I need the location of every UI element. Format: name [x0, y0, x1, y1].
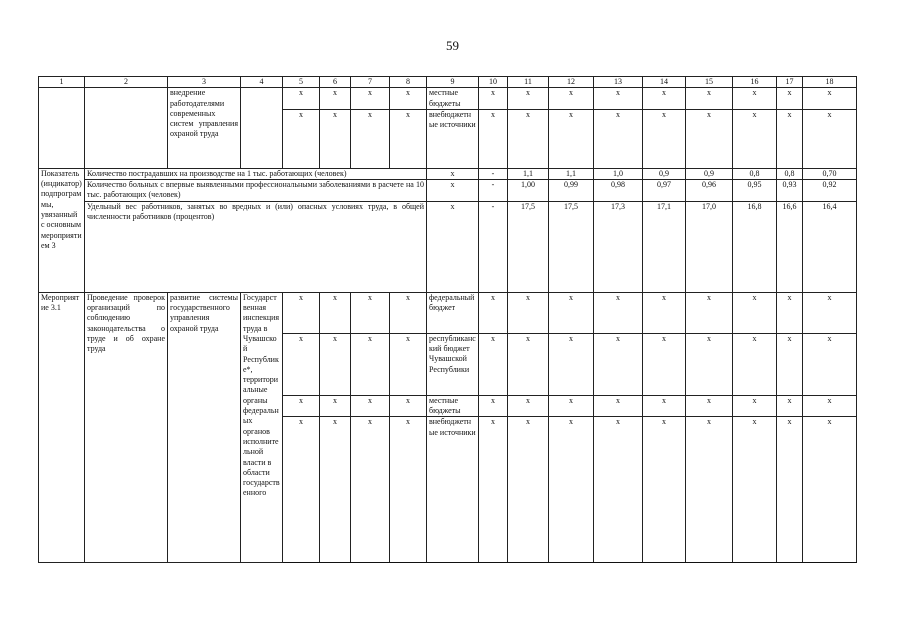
value-cell: х: [508, 395, 549, 417]
indicator-value: 16,8: [733, 201, 777, 292]
value-cell: х: [686, 109, 733, 168]
indicator-value: 1,00: [508, 180, 549, 202]
value-cell: х: [733, 109, 777, 168]
value-cell: х: [351, 417, 390, 563]
program-table: [38, 76, 857, 563]
indicator-value: 0,8: [777, 168, 803, 179]
value-cell: х: [351, 88, 390, 110]
value-cell: х: [594, 88, 643, 110]
indicator-value: 0,95: [733, 180, 777, 202]
value-cell: х: [508, 109, 549, 168]
column-number: 4: [241, 77, 283, 88]
value-cell: х: [508, 417, 549, 563]
column-number: 6: [320, 77, 351, 88]
value-cell: х: [733, 395, 777, 417]
value-cell: х: [479, 417, 508, 563]
value-cell: х: [777, 292, 803, 333]
value-cell: х: [803, 417, 857, 563]
indicator-value: 1,1: [549, 168, 594, 179]
empty-cell: [85, 88, 168, 169]
indicator-value: 0,98: [594, 180, 643, 202]
indicator-value: 0,92: [803, 180, 857, 202]
value-cell: х: [686, 333, 733, 395]
indicator-value: 0,97: [643, 180, 686, 202]
funding-source: республиканский бюджет Чувашской Республики: [427, 333, 479, 395]
indicator-value: 17,0: [686, 201, 733, 292]
value-cell: х: [803, 333, 857, 395]
value-cell: х: [643, 333, 686, 395]
value-cell: х: [390, 109, 427, 168]
funding-source: местные бюджеты: [427, 395, 479, 417]
value-cell: х: [777, 88, 803, 110]
funding-source: федеральный бюджет: [427, 292, 479, 333]
value-cell: х: [508, 292, 549, 333]
column-number: 10: [479, 77, 508, 88]
value-cell: х: [549, 333, 594, 395]
column-number: 13: [594, 77, 643, 88]
value-cell: х: [686, 292, 733, 333]
value-cell: х: [594, 417, 643, 563]
value-cell: х: [777, 109, 803, 168]
value-cell: х: [549, 395, 594, 417]
value-cell: х: [390, 88, 427, 110]
column-number: 17: [777, 77, 803, 88]
indicator-value: 17,5: [508, 201, 549, 292]
value-cell: х: [803, 109, 857, 168]
value-cell: х: [733, 333, 777, 395]
value-cell: х: [594, 333, 643, 395]
value-cell: х: [686, 88, 733, 110]
indicator-value: 0,93: [777, 180, 803, 202]
value-cell: х: [803, 88, 857, 110]
indicator-value: 1,0: [594, 168, 643, 179]
indicator-unit: х: [427, 168, 479, 179]
value-cell: х: [320, 417, 351, 563]
value-cell: х: [351, 292, 390, 333]
empty-cell: [39, 88, 85, 169]
value-cell: х: [777, 417, 803, 563]
value-cell: х: [390, 333, 427, 395]
measure-goal: развитие системы государственного управления охраной труда: [168, 292, 241, 563]
column-number: 7: [351, 77, 390, 88]
value-cell: х: [320, 395, 351, 417]
column-number-row: [39, 77, 857, 88]
indicator-name: Количество больных с впервые выявленными профессиональными заболеваниями в расчете на 10 тыс. работающих (человек): [85, 180, 427, 202]
value-cell: х: [479, 292, 508, 333]
value-cell: х: [803, 292, 857, 333]
funding-source: внебюджетные источники: [427, 109, 479, 168]
column-number: 15: [686, 77, 733, 88]
indicator-base: -: [479, 168, 508, 179]
value-cell: х: [686, 395, 733, 417]
value-cell: х: [351, 109, 390, 168]
measure-label: Мероприятие 3.1: [39, 292, 85, 563]
value-cell: х: [643, 109, 686, 168]
indicator-label: Показатель (индикатор) подпрограммы, увязанный с основным мероприятием 3: [39, 168, 85, 292]
column-number: 11: [508, 77, 549, 88]
column-number: 1: [39, 77, 85, 88]
indicator-unit: х: [427, 201, 479, 292]
value-cell: х: [320, 292, 351, 333]
column-number: 3: [168, 77, 241, 88]
value-cell: х: [686, 417, 733, 563]
value-cell: х: [594, 109, 643, 168]
indicator-base: -: [479, 201, 508, 292]
value-cell: х: [320, 109, 351, 168]
value-cell: х: [283, 417, 320, 563]
indicator-name: Удельный вес работников, занятых во вредных и (или) опасных условиях труда, в общей численности работников (процентов): [85, 201, 427, 292]
indicator-value: 0,99: [549, 180, 594, 202]
indicator-value: 17,5: [549, 201, 594, 292]
task-description: внедрение работодателями современных систем управления охраной труда: [168, 88, 241, 169]
indicator-unit: х: [427, 180, 479, 202]
value-cell: х: [643, 292, 686, 333]
indicator-value: 17,1: [643, 201, 686, 292]
indicator-value: 0,70: [803, 168, 857, 179]
indicator-value: 17,3: [594, 201, 643, 292]
funding-source: внебюджетные источники: [427, 417, 479, 563]
value-cell: х: [390, 395, 427, 417]
value-cell: х: [283, 292, 320, 333]
value-cell: х: [351, 333, 390, 395]
continuation-row: [39, 88, 857, 110]
indicator-row: [39, 201, 857, 292]
value-cell: х: [803, 395, 857, 417]
measure-name: Проведение проверок организаций по соблюдению законодательства о труде и об охране труда: [85, 292, 168, 563]
value-cell: х: [479, 109, 508, 168]
page-number: 59: [446, 38, 459, 53]
value-cell: х: [479, 333, 508, 395]
column-number: 2: [85, 77, 168, 88]
value-cell: х: [390, 292, 427, 333]
indicator-value: 0,96: [686, 180, 733, 202]
value-cell: х: [594, 292, 643, 333]
indicator-value: 16,6: [777, 201, 803, 292]
value-cell: х: [283, 395, 320, 417]
value-cell: х: [351, 395, 390, 417]
measure-row: [39, 292, 857, 333]
indicator-value: 0,8: [733, 168, 777, 179]
column-number: 12: [549, 77, 594, 88]
funding-source: местные бюджеты: [427, 88, 479, 110]
indicator-value: 0,9: [686, 168, 733, 179]
value-cell: х: [733, 417, 777, 563]
value-cell: х: [777, 395, 803, 417]
column-number: 9: [427, 77, 479, 88]
column-number: 18: [803, 77, 857, 88]
value-cell: х: [283, 88, 320, 110]
indicator-base: -: [479, 180, 508, 202]
indicator-value: 0,9: [643, 168, 686, 179]
measure-executor: Государственная инспекция труда в Чувашской Республике*, территориальные органы федеральных органов исполнительной власти в области государственного: [241, 292, 283, 563]
column-number: 5: [283, 77, 320, 88]
value-cell: х: [549, 292, 594, 333]
value-cell: х: [479, 395, 508, 417]
indicator-row: [39, 180, 857, 202]
indicator-row: [39, 168, 857, 179]
indicator-name: Количество пострадавших на производстве на 1 тыс. работающих (человек): [85, 168, 427, 179]
value-cell: х: [508, 88, 549, 110]
value-cell: х: [594, 395, 643, 417]
value-cell: х: [320, 88, 351, 110]
value-cell: х: [283, 109, 320, 168]
empty-cell: [241, 88, 283, 169]
value-cell: х: [733, 88, 777, 110]
value-cell: х: [549, 417, 594, 563]
column-number: 16: [733, 77, 777, 88]
indicator-value: 1,1: [508, 168, 549, 179]
value-cell: х: [643, 395, 686, 417]
value-cell: х: [549, 88, 594, 110]
value-cell: х: [777, 333, 803, 395]
value-cell: х: [643, 417, 686, 563]
indicator-value: 16,4: [803, 201, 857, 292]
value-cell: х: [643, 88, 686, 110]
value-cell: х: [508, 333, 549, 395]
value-cell: х: [733, 292, 777, 333]
value-cell: х: [390, 417, 427, 563]
value-cell: х: [549, 109, 594, 168]
value-cell: х: [479, 88, 508, 110]
value-cell: х: [283, 333, 320, 395]
value-cell: х: [320, 333, 351, 395]
column-number: 8: [390, 77, 427, 88]
column-number: 14: [643, 77, 686, 88]
